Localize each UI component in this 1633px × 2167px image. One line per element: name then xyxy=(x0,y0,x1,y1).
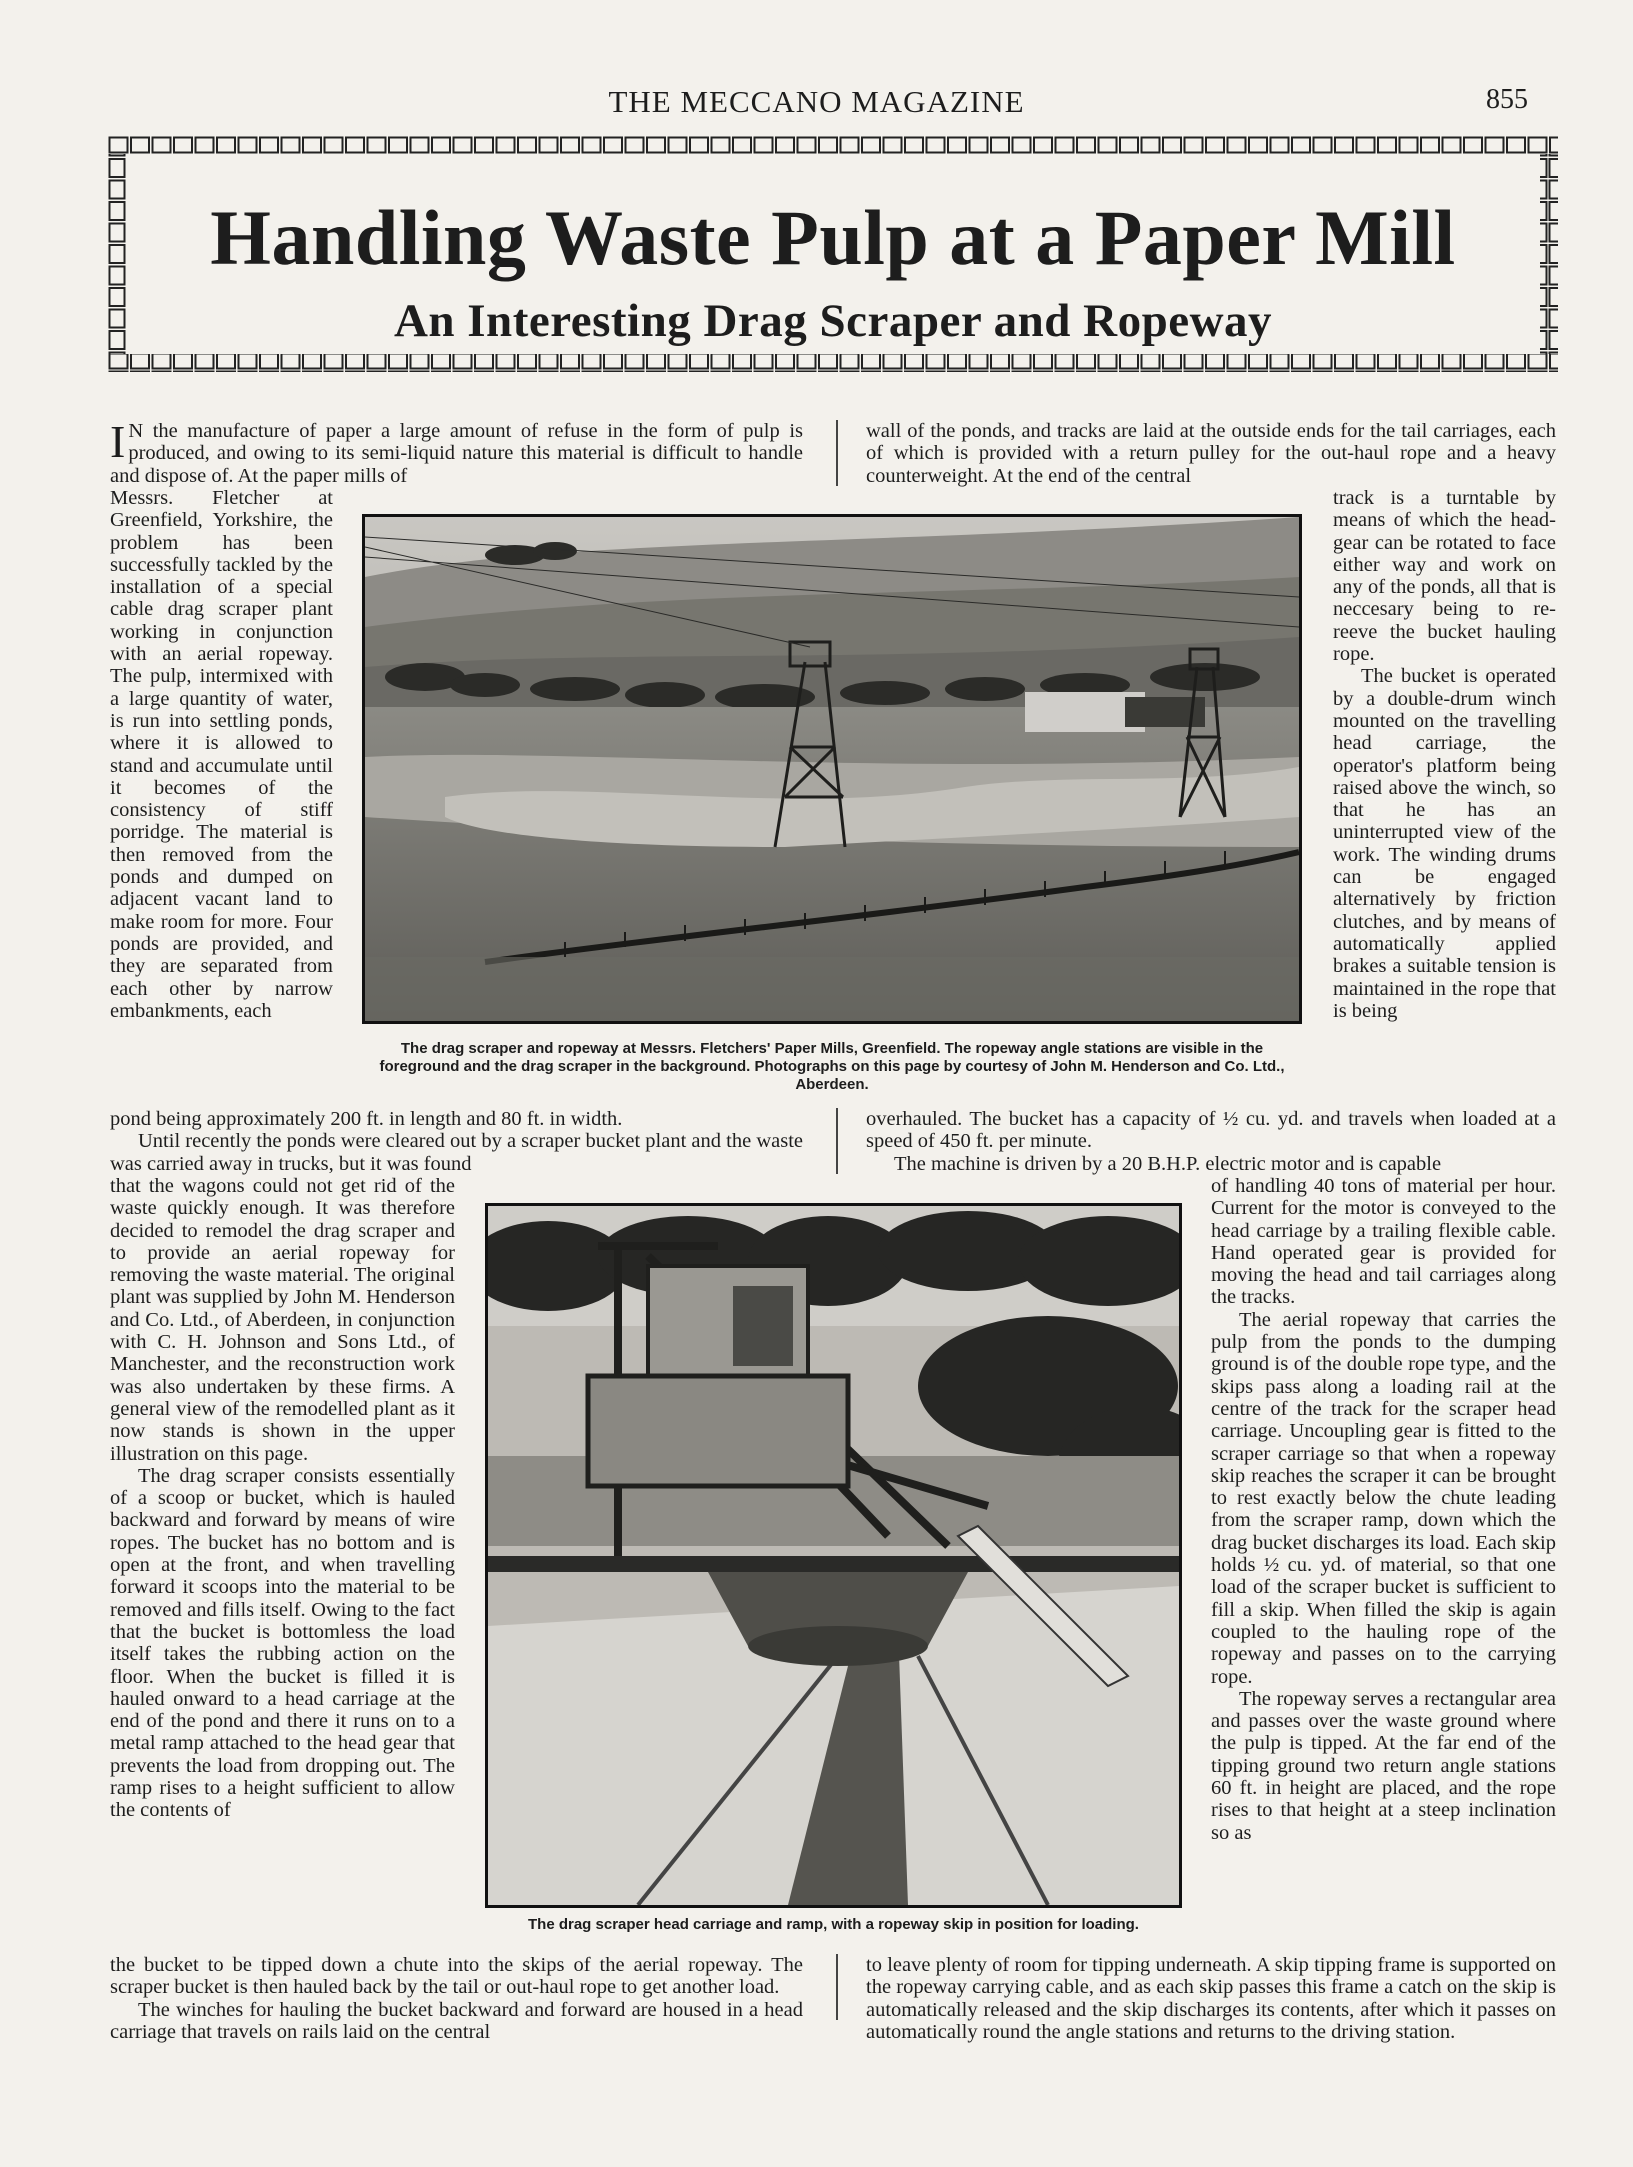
paragraph-3-end: the bucket to be tipped down a chute into the skips of the aerial ropeway. The scraper bucket is then hauled back by the tail or out-haul rope to get another load. xyxy=(110,1954,803,1999)
right-col-wrap-1 xyxy=(1333,487,1556,1022)
right-col-mid xyxy=(866,1108,1556,1175)
right-col-bottom xyxy=(866,1954,1556,2043)
right-paragraph-5-end: to leave plenty of room for tipping underneath. A skip tipping frame is supported on the ropeway carrying cable, and as each skip passes this frame a catch on the skip is automatically released and the skip discharges its contents, after which it passes on automatically round the angle stations and returns to the driving station. xyxy=(866,1954,1556,2043)
left-col-bottom xyxy=(110,1954,803,2043)
right-paragraph-3-top: The machine is driven by a 20 B.H.P. electric motor and is capable xyxy=(894,1152,1442,1175)
right-paragraph-2-end: overhauled. The bucket has a capacity of ½ cu. yd. and travels when loaded at a speed of 450 ft. per minute. xyxy=(866,1108,1556,1153)
carriage-photo-illustration xyxy=(488,1206,1179,1905)
page-number: 855 xyxy=(1486,84,1528,115)
left-col-intro xyxy=(110,416,803,487)
column-rule-top xyxy=(836,420,838,486)
right-paragraph-3-wrap: of handling 40 tons of material per hour. Current for the motor is conveyed to the head carriage by a trailing flexible cable. Hand operated gear is provided for moving the head and tail carriages along the tracks. xyxy=(1211,1175,1556,1309)
column-rule-mid xyxy=(836,1108,838,1174)
article-subheadline: An Interesting Drag Scraper and Ropeway xyxy=(393,295,1273,347)
right-col-wrap-2 xyxy=(1211,1175,1556,1844)
paragraph-4-end: The winches for hauling the bucket backward and forward are housed in a head carriage that travels on rails laid on the central xyxy=(110,1998,803,2043)
right-paragraph-1-wrap: track is a turntable by means of which the head-gear can be rotated to face either way and work on any of the ponds, all that is neccesary being to re-reeve the bucket hauling rope. xyxy=(1333,487,1556,666)
right-paragraph-2-wrap: The bucket is operated by a double-drum winch mounted on the travelling head carriage, the operator's platform being raised above the winch, so that he has an uninterrupted view of the work. The winding drums can be engaged alternatively by friction clutches, and by means of automatically applied brakes a suitable tension is maintained in the rope that is being xyxy=(1333,665,1556,1022)
photo-head-carriage xyxy=(485,1203,1182,1908)
caption-top-photo: The drag scraper and ropeway at Messrs. Fletchers' Paper Mills, Greenfield. The ropeway angle stations are visible in the foreground and the drag scraper in the background. Photographs on this page by courtesy of John M. Henderson and Co. Ltd., Aberdeen. xyxy=(379,1040,1285,1093)
right-paragraph-5-wrap: The ropeway serves a rectangular area and passes over the waste ground where the pulp is tipped. At the far end of the tipping ground two return angle stations 60 ft. in height are placed, and the rope rises to that height at a steep inclination so as xyxy=(1211,1687,1556,1844)
right-col-intro xyxy=(866,420,1556,487)
article-headline: Handling Waste Pulp at a Paper Mill xyxy=(210,194,1456,281)
magazine-name: THE MECCANO MAGAZINE xyxy=(608,84,1025,119)
paragraph-3-wrap: The drag scraper consists essentially of a scoop or bucket, which is hauled backward and forward by means of wire ropes. The bucket has no bottom and is open at the front, and when travelling forward it scoops into the material to be removed and fills itself. Owing to the fact that the bucket is bottomless the load itself takes the rubbing action on the floor. When the bucket is filled it is hauled onward to a head carriage at the end of the pond and there it runs on to a metal ramp attached to the head gear that prevents the load from dropping out. The ramp rises to a height sufficient to allow the contents of xyxy=(110,1464,455,1822)
landscape-photo-illustration xyxy=(365,517,1299,1021)
dropcap: I xyxy=(110,416,126,467)
left-col-wrap-1 xyxy=(110,487,333,1022)
left-col-wrap-2 xyxy=(110,1175,455,1822)
page-header xyxy=(0,84,1633,124)
left-col-mid xyxy=(110,1108,803,1175)
paragraph-2-wrap: that the wagons could not get rid of the waste quickly enough. It was therefore decided to remodel the drag scraper and to provide an aerial ropeway for removing the waste material. The original plant was supplied by John M. Henderson and Co. Ltd., of Aberdeen, in conjunction with C. H. Johnson and Sons Ltd., of Manchester, and the reconstruction work was also undertaken by these firms. A general view of the remodelled plant as it now stands is shown in the upper illustration on this page. xyxy=(110,1175,455,1465)
photo-ropeway-landscape xyxy=(362,514,1302,1024)
right-paragraph-4-wrap: The aerial ropeway that carries the pulp from the ponds to the dumping ground is of the double rope type, and the skips pass along a loading rail at the centre of the track for the scraper head carriage. Uncoupling gear is fitted to the scraper carriage so that when a ropeway skip reaches the scraper it can be brought to rest exactly below the chute leading from the scraper ramp, down which the drag bucket discharges its load. Each skip holds ½ cu. yd. of material, so that one load of the scraper bucket is sufficient to fill a skip. When filled the skip is again coupled to the hauling rope of the ropeway and passes on to the carrying rope. xyxy=(1211,1308,1556,1688)
paragraph-2-top: Until recently the ponds were cleared out by a scraper bucket plant and the waste was carried away in trucks, but it was found xyxy=(110,1130,803,1175)
right-paragraph-1-top: wall of the ponds, and tracks are laid at the outside ends for the tail carriages, each of which is provided with a return pulley for the out-haul rope and a heavy counterweight. At the end of the central xyxy=(866,420,1556,487)
paragraph-1-end: pond being approximately 200 ft. in length and 80 ft. in width. xyxy=(110,1108,623,1130)
column-rule-bottom xyxy=(836,1954,838,2020)
paragraph-1-top: N the manufacture of paper a large amount of refuse in the form of pulp is produced, and owing to its semi-liquid nature this material is difficult to handle and dispose of. At the paper mills of xyxy=(110,420,803,487)
caption-bottom-photo: The drag scraper head carriage and ramp, with a ropeway skip in position for loading. xyxy=(528,1916,1139,1933)
paragraph-1-wrap: Messrs. Fletcher at Greenfield, Yorkshire, the problem has been successfully tackled by the installation of a special cable drag scraper plant working in conjunction with an aerial ropeway. The pulp, intermixed with a large quantity of water, is run into settling ponds, where it is allowed to stand and accumulate until it becomes of the consistency of stiff porridge. The material is then removed from the ponds and dumped on adjacent vacant land to make room for more. Four ponds are provided, and they are separated from each other by narrow embankments, each xyxy=(110,487,333,1022)
